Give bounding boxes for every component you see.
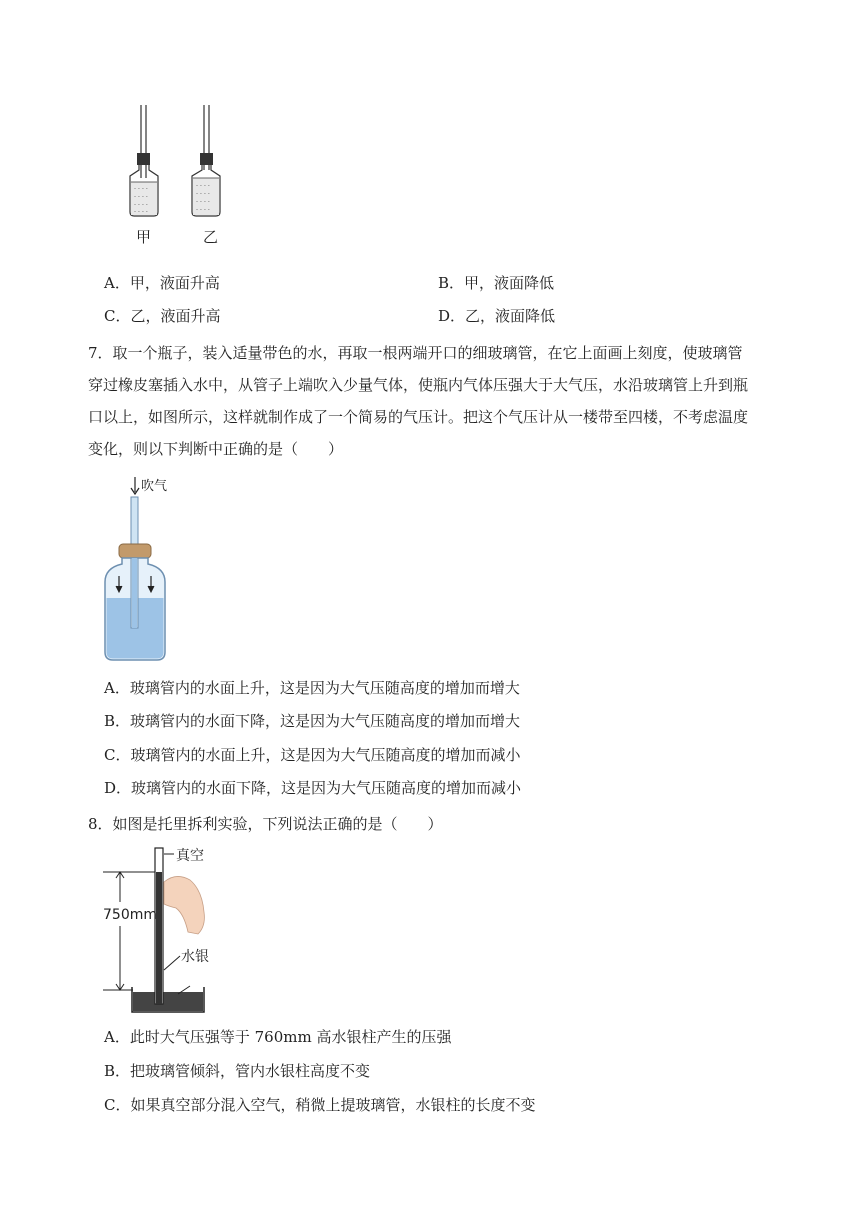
mercury-label: 水银 (181, 949, 209, 965)
rubber-stopper (119, 544, 151, 558)
label-jia: 甲 (136, 228, 152, 246)
label-yi: 乙 (203, 228, 219, 246)
q7-stem-line3: 口以上，如图所示，这样就制作成了一个简易的气压计。把这个气压计从一楼带至四楼，不考虑温度 (88, 408, 749, 426)
blow-label: 吹气 (141, 479, 168, 494)
height-label: 750mm (103, 907, 157, 923)
svg-text:- - - -: - - - - (196, 182, 210, 189)
q6-option-b[interactable]: B．甲，液面降低 (438, 274, 555, 292)
bottle-yi (192, 105, 220, 216)
svg-text:- - - -: - - - - (196, 190, 210, 197)
q6-option-a[interactable]: A．甲，液面升高 (104, 274, 220, 292)
svg-text:- - - -: - - - - (134, 193, 148, 200)
q7-option-d[interactable]: D．玻璃管内的水面下降，这是因为大气压随高度的增加而减小 (104, 779, 522, 797)
q8-option-b[interactable]: B．把玻璃管倾斜，管内水银柱高度不变 (104, 1062, 371, 1080)
q7-option-c[interactable]: C．玻璃管内的水面上升，这是因为大气压随高度的增加而减小 (104, 746, 521, 764)
q7-option-a[interactable]: A．玻璃管内的水面上升，这是因为大气压随高度的增加而增大 (104, 679, 520, 697)
bottle-jia (130, 105, 158, 216)
svg-text:- - - -: - - - - (134, 201, 148, 208)
svg-text:- - - -: - - - - (196, 206, 210, 213)
q7-stem-line2: 穿过橡皮塞插入水中，从管子上端吹入少量气体，使瓶内气体压强大于大气压，水沿玻璃管上升到瓶 (88, 376, 749, 394)
q7-stem-line1: 7．取一个瓶子，装入适量带色的水，再取一根两端开口的细玻璃管，在它上面画上刻度，使玻璃管 (88, 344, 743, 362)
q6-option-d[interactable]: D．乙，液面降低 (438, 307, 556, 325)
barometer-figure (95, 472, 205, 667)
torricelli-figure (98, 842, 228, 1017)
q8-option-c[interactable]: C．如果真空部分混入空气，稍微上提玻璃管，水银柱的长度不变 (104, 1096, 536, 1114)
svg-text:- - - -: - - - - (196, 198, 210, 205)
q8-stem: 8．如图是托里拆利实验，下列说法正确的是（ ） (88, 815, 443, 833)
vacuum-label: 真空 (176, 848, 204, 864)
q6-option-c[interactable]: C．乙，液面升高 (104, 307, 221, 325)
q7-option-b[interactable]: B．玻璃管内的水面下降，这是因为大气压随高度的增加而增大 (104, 712, 521, 730)
q7-stem-line4: 变化，则以下判断中正确的是（ ） (88, 440, 344, 458)
svg-text:- - - -: - - - - (134, 208, 148, 215)
q8-option-a[interactable]: A．此时大气压强等于 760mm 高水银柱产生的压强 (104, 1028, 452, 1046)
svg-text:- - - -: - - - - (134, 185, 148, 192)
